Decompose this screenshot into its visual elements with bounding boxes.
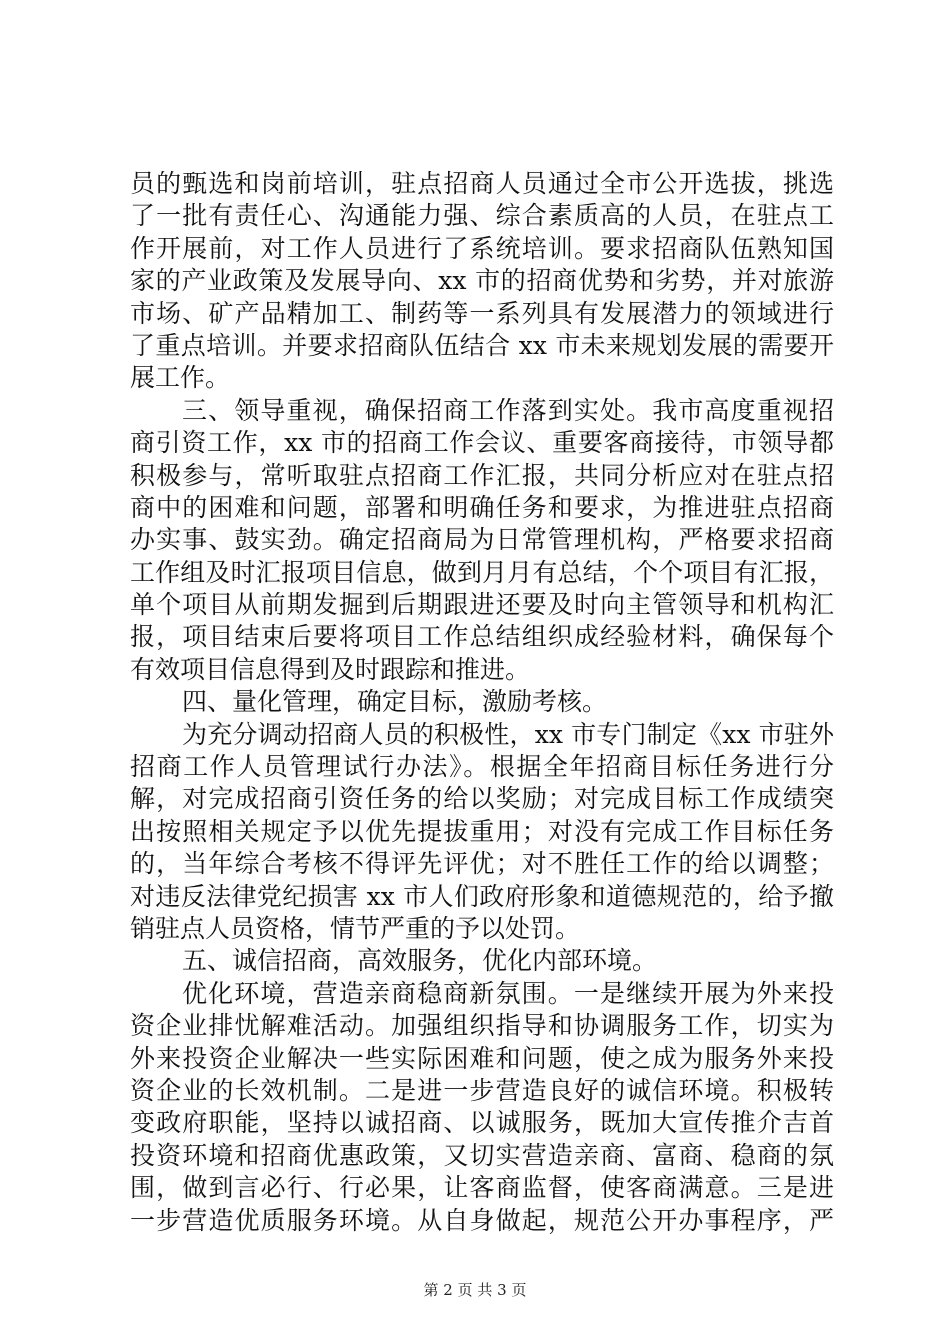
text-line: 了一批有责任心、沟通能力强、综合素质高的人员，在驻点工 <box>130 201 834 231</box>
text-line: 办实事、鼓实劲。确定招商局为日常管理机构，严格要求招商 <box>130 525 834 555</box>
text-line: 展工作。 <box>130 363 231 393</box>
text-line: 三、领导重视，确保招商工作落到实处。我市高度重视招 <box>182 395 834 425</box>
text-line: 员的甄选和岗前培训，驻点招商人员通过全市公开选拔，挑选 <box>130 169 834 198</box>
text-line: 资企业排忧解难活动。加强组织指导和协调服务工作，切实为 <box>130 1011 834 1041</box>
text-line: 作开展前，对工作人员进行了系统培训。要求招商队伍熟知国 <box>130 233 834 263</box>
text-line: 市场、矿产品精加工、制药等一系列具有发展潜力的领域进行 <box>130 298 834 328</box>
page-footer: 第 2 页 共 3 页 <box>423 1281 527 1299</box>
text-line: 对违反法律党纪损害 xx 市人们政府形象和道德规范的，给予撤 <box>130 881 834 911</box>
text-line: 销驻点人员资格，情节严重的予以处罚。 <box>130 913 581 943</box>
text-line: 围，做到言必行、行必果，让客商监督，使客商满意。三是进 <box>130 1173 834 1203</box>
text-line: 四、量化管理，确定目标，激励考核。 <box>182 687 608 717</box>
text-line: 工作组及时汇报项目信息，做到月月有总结，个个项目有汇报， <box>130 557 834 587</box>
text-line: 五、诚信招商，高效服务，优化内部环境。 <box>182 946 658 976</box>
text-line: 有效项目信息得到及时跟踪和推进。 <box>130 654 531 684</box>
text-line: 招商工作人员管理试行办法》。根据全年招商目标任务进行分 <box>130 752 834 782</box>
text-line: 变政府职能，坚持以诚招商、以诚服务，既加大宣传推介吉首 <box>130 1108 834 1138</box>
text-line: 出按照相关规定予以优先提拔重用；对没有完成工作目标任务 <box>130 816 834 846</box>
text-line: 的，当年综合考核不得评先评优；对不胜任工作的给以调整； <box>130 849 834 879</box>
text-line: 解，对完成招商引资任务的给以奖励；对完成目标工作成绩突 <box>130 784 834 814</box>
text-line: 商中的困难和问题，部署和明确任务和要求，为推进驻点招商 <box>130 492 834 522</box>
text-line: 资企业的长效机制。二是进一步营造良好的诚信环境。积极转 <box>130 1075 834 1105</box>
document-body <box>130 168 834 1237</box>
text-line: 外来投资企业解决一些实际困难和问题，使之成为服务外来投 <box>130 1043 834 1073</box>
text-line: 优化环境，营造亲商稳商新氛围。一是继续开展为外来投 <box>182 978 834 1008</box>
text-line: 单个项目从前期发掘到后期跟进还要及时向主管领导和机构汇 <box>130 590 834 620</box>
text-line: 积极参与，常听取驻点招商工作汇报，共同分析应对在驻点招 <box>130 460 834 490</box>
text-line: 家的产业政策及发展导向、xx 市的招商优势和劣势，并对旅游 <box>130 266 834 296</box>
text-line: 为充分调动招商人员的积极性，xx 市专门制定《xx 市驻外 <box>182 719 834 749</box>
text-line: 了重点培训。并要求招商队伍结合 xx 市未来规划发展的需要开 <box>130 330 834 360</box>
text-line: 一步营造优质服务环境。从自身做起，规范公开办事程序，严 <box>130 1205 834 1235</box>
text-line: 报，项目结束后要将项目工作总结组织成经验材料，确保每个 <box>130 622 834 652</box>
text-line: 商引资工作，xx 市的招商工作会议、重要客商接待，市领导都 <box>130 428 834 458</box>
text-line: 投资环境和招商优惠政策，又切实营造亲商、富商、稳商的氛 <box>130 1140 834 1170</box>
